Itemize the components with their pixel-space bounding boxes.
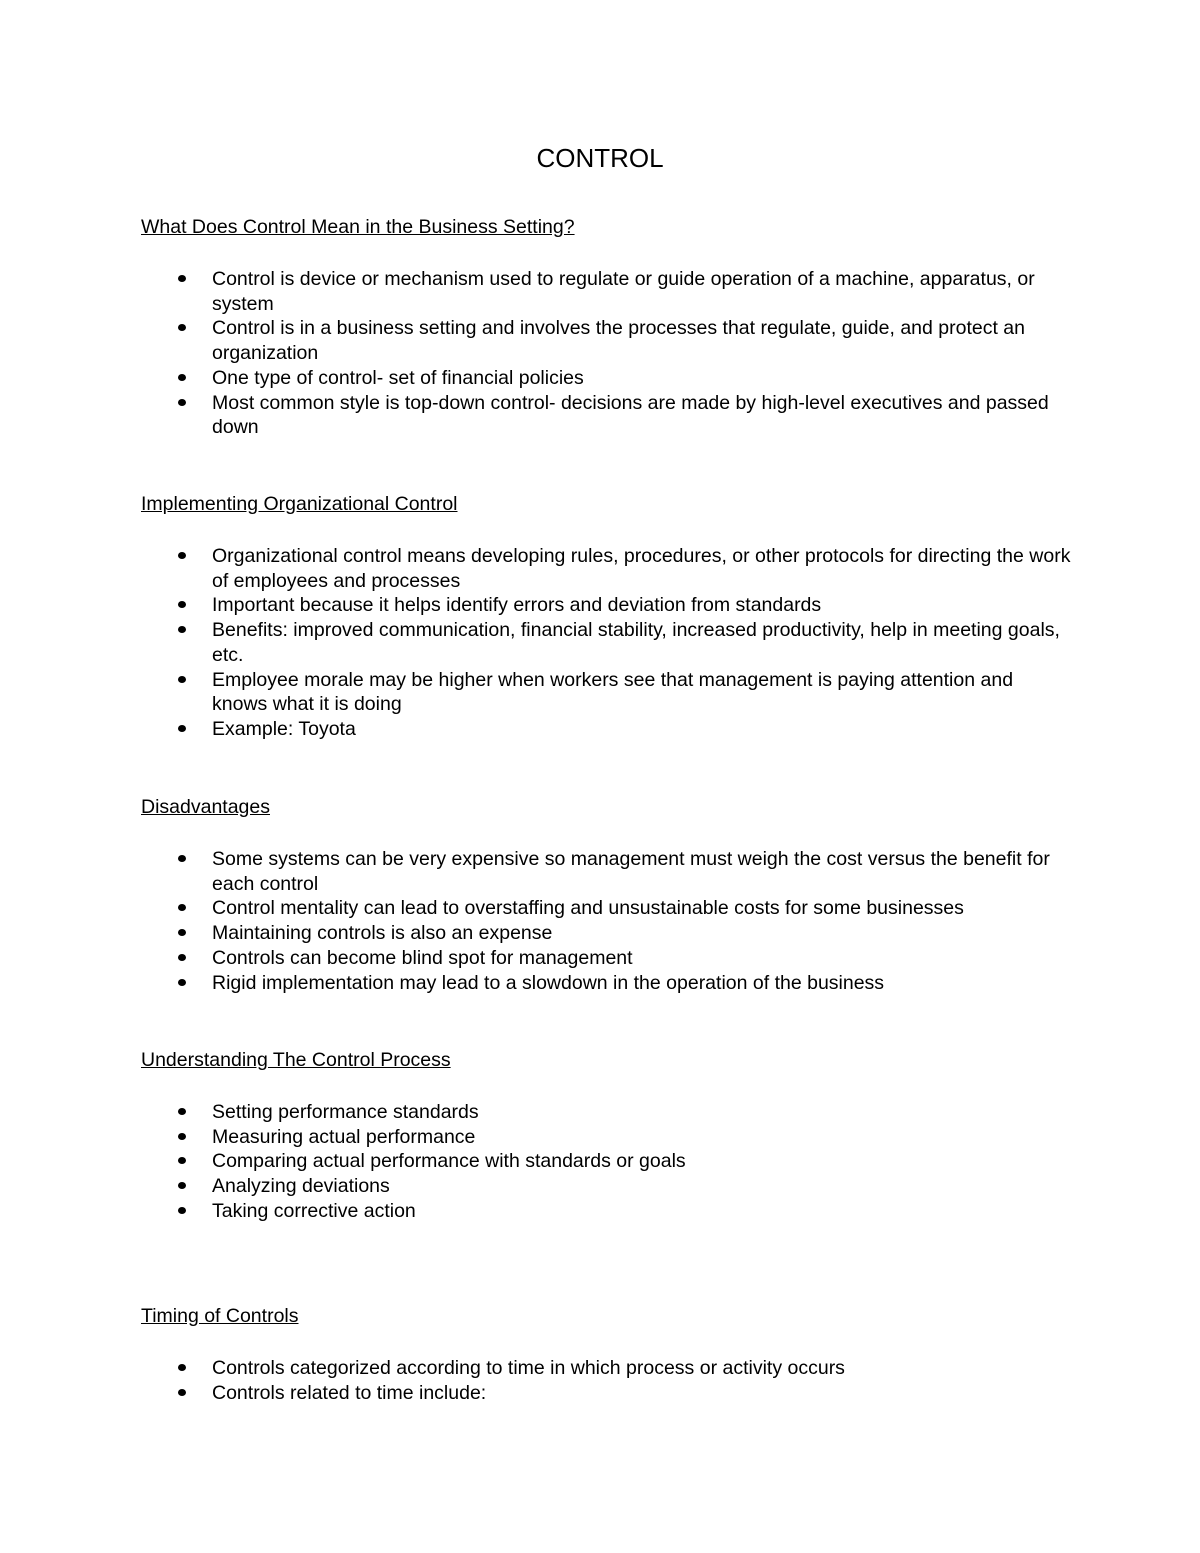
bullet-icon	[178, 275, 186, 282]
list-item	[141, 316, 1071, 365]
list-item-text: Controls categorized according to time in which process or activity occurs	[212, 1357, 845, 1379]
list-item	[141, 1125, 1071, 1150]
list-item	[141, 896, 1071, 921]
bullet-icon	[178, 601, 186, 608]
list-item-text: One type of control- set of financial policies	[212, 366, 584, 389]
list-item	[141, 946, 1071, 971]
bullet-icon	[178, 1207, 186, 1214]
section-heading: Implementing Organizational Control	[141, 493, 458, 515]
bullet-list	[141, 1356, 1071, 1405]
list-item	[141, 1174, 1071, 1199]
bullet-icon	[178, 979, 186, 986]
bullet-icon	[178, 1364, 186, 1371]
bullet-list	[141, 847, 1071, 995]
section-timing-of-controls	[141, 1304, 1071, 1405]
list-item-text: Rigid implementation may lead to a slowdown in the operation of the business	[212, 971, 885, 994]
list-item-text: Analyzing deviations	[212, 1175, 390, 1198]
section-heading: Timing of Controls	[141, 1305, 299, 1327]
section-heading: Understanding The Control Process	[141, 1049, 451, 1071]
list-item	[141, 971, 1071, 996]
bullet-icon	[178, 929, 186, 936]
bullet-icon	[178, 676, 186, 683]
list-item-text: Maintaining controls is also an expense	[212, 922, 553, 945]
list-item	[141, 366, 1071, 391]
list-item-text: Setting performance standards	[212, 1101, 479, 1123]
list-item-text: Controls can become blind spot for management	[212, 946, 633, 969]
list-item-text: Most common style is top-down control- decisions are made by high-level executives and passed down	[212, 391, 1049, 439]
bullet-icon	[178, 855, 186, 862]
list-item	[141, 668, 1071, 717]
list-item-text: Measuring actual performance	[212, 1125, 476, 1148]
list-item	[141, 1356, 1071, 1381]
list-item-text: Organizational control means developing rules, procedures, or other protocols for directing the work of employees and processes	[212, 545, 1071, 592]
list-item-text: Control mentality can lead to overstaffing and unsustainable costs for some businesses	[212, 897, 964, 920]
list-item-text: Important because it helps identify errors and deviation from standards	[212, 594, 822, 617]
bullet-icon	[178, 1182, 186, 1189]
bullet-icon	[178, 1108, 186, 1115]
list-item	[141, 618, 1071, 667]
bullet-icon	[178, 324, 186, 331]
bullet-icon	[178, 374, 186, 381]
list-item-text: Benefits: improved communication, financial stability, increased productivity, help in meeting goals, etc.	[212, 619, 1060, 666]
bullet-list	[141, 544, 1071, 742]
list-item	[141, 1100, 1071, 1125]
bullet-icon	[178, 1389, 186, 1396]
list-item-text: Some systems can be very expensive so management must weigh the cost versus the benefit for each control	[212, 848, 1050, 895]
bullet-icon	[178, 904, 186, 911]
bullet-icon	[178, 1133, 186, 1140]
list-item	[141, 1199, 1071, 1224]
list-item-text: Employee morale may be higher when workers see that management is paying attention and knows what it is doing	[212, 668, 1014, 716]
bullet-icon	[178, 626, 186, 633]
section-implementing-organizational-control	[141, 492, 1071, 742]
list-item-text: Comparing actual performance with standards or goals	[212, 1150, 686, 1173]
list-item	[141, 267, 1071, 316]
list-item	[141, 593, 1071, 618]
section-what-does-control-mean	[141, 215, 1071, 440]
list-item-text: Control is device or mechanism used to regulate or guide operation of a machine, apparatus, or system	[212, 268, 1035, 315]
list-item	[141, 717, 1071, 742]
bullet-list	[141, 267, 1071, 440]
page-title: CONTROL	[536, 143, 664, 173]
bullet-icon	[178, 399, 186, 406]
section-heading: What Does Control Mean in the Business Setting?	[141, 216, 575, 238]
section-understanding-the-control-process	[141, 1048, 1071, 1224]
bullet-icon	[178, 954, 186, 961]
list-item-text: Control is in a business setting and involves the processes that regulate, guide, and protect an organization	[212, 317, 1025, 365]
section-heading: Disadvantages	[141, 796, 270, 818]
list-item-text: Example: Toyota	[212, 717, 356, 740]
list-item	[141, 847, 1071, 896]
list-item	[141, 544, 1071, 593]
bullet-list	[141, 1100, 1071, 1224]
list-item-text: Taking corrective action	[212, 1199, 416, 1222]
bullet-icon	[178, 1157, 186, 1164]
bullet-icon	[178, 552, 186, 559]
list-item	[141, 1149, 1071, 1174]
list-item-text: Controls related to time include:	[212, 1381, 487, 1404]
list-item	[141, 391, 1071, 440]
bullet-icon	[178, 725, 186, 732]
list-item	[141, 921, 1071, 946]
section-disadvantages	[141, 795, 1071, 995]
list-item	[141, 1381, 1071, 1406]
